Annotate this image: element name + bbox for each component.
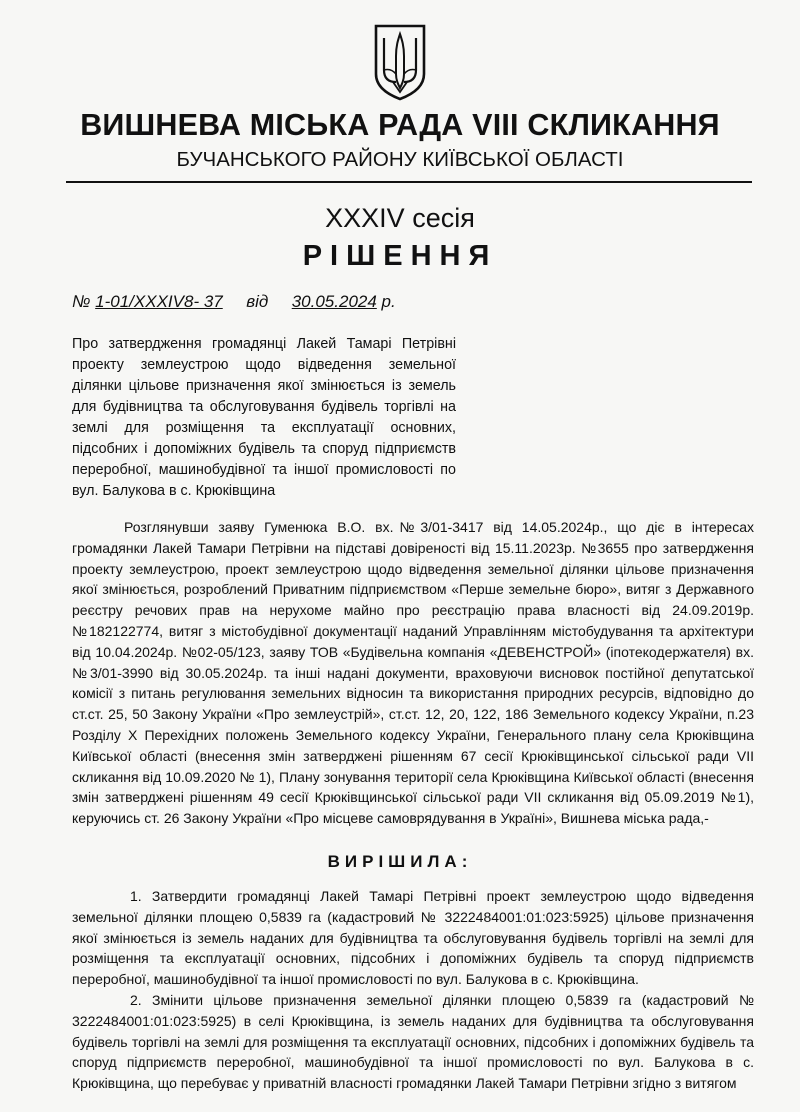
trident-emblem-icon xyxy=(371,22,429,102)
resolved-heading: ВИРІШИЛА: xyxy=(327,852,473,871)
decision-number-line xyxy=(72,292,396,312)
decision-subject: Про затвердження громадянці Лакей Тамарі Петрівні проекту землеустрою щодо відведення земельної ділянки цільове призначення якої змінюється із земель для будівництва та обслуговування будівель торгівлі на землі для розміщення та експлуатації основних, підсобних і допоміжних будівель та споруд підприємств переробної, машинобудівної та іншої промисловості по вул. Балукова в с. Крюківщина xyxy=(72,336,456,499)
decision-number: 1-01/XXXIV8- 37 xyxy=(95,292,223,311)
header-divider xyxy=(66,181,752,183)
date-label: від xyxy=(246,292,269,311)
session-title: XXXIV сесія xyxy=(325,203,475,233)
preamble-paragraph: Розглянувши заяву Гуменюка В.О. вх.№3/01-3417 від 14.05.2024р., що діє в інтересах громадянки Лакей Тамари Петрівни на підставі довіреності від 15.11.2023р. №3655 про затвердження проекту землеустрою, проект землеустрою щодо відведення земельної ділянки цільове призначення якої змінюється, розроблений Приватним підприємством «Перше земельне бюро», витяг з Державного реєстру речових прав на нерухоме майно про реєстрацію права власності від 24.09.2019р. №182122774, витяг з містобудівної документації наданий Управлінням містобудування та архітектури від 10.04.2024р. №02-05/123, заяву ТОВ «Будівельна компанія «ДЕВЕНСТРОЙ» (іпотекодержателя) вх.№3/01-3990 від 30.05.2024р. та інші надані документи, враховуючи висновок постійної депутатської комісії з питань регулювання земельних відносин та використання природних ресурсів, відповідно до ст.ст. 25, 50 Закону України «Про землеустрій», ст.ст. 12, 20, 122, 186 Земельного кодексу України, п.23 Розділу X Перехідних положень Земельного кодексу України, Генерального плану села Крюківщина Київської області (внесення змін затверджені рішенням 67 сесії Крюківщинської сільської ради VII скликання від 10.09.2020 № 1), Плану зонування території села Крюківщина Київської області (внесення змін затверджені рішенням 49 сесії Крюківщинської сільської ради VII скликання від 05.09.2019 №1), керуючись ст. 26 Закону України «Про місцеве самоврядування в Україні», Вишнева міська рада,- xyxy=(72,519,754,827)
date-suffix: р. xyxy=(381,292,396,311)
resolution-item: 1. Затвердити громадянці Лакей Тамарі Петрівні проект землеустрою щодо відведення земельної ділянки площею 0,5839 га (кадастровий № 3222484001:01:023:5925) цільове призначення якої змінюється із земель наданих для будівництва та обслуговування будівель торгівлі на землі для розміщення та експлуатації основних, підсобних і допоміжних будівель та споруд підприємств переробної, машинобудівної та іншої промисловості по вул. Балукова в с. Крюківщина. xyxy=(72,888,754,988)
decision-date: 30.05.2024 xyxy=(291,292,377,311)
district-line: БУЧАНСЬКОГО РАЙОНУ КИЇВСЬКОЇ ОБЛАСТІ xyxy=(176,148,624,171)
council-name: ВИШНЕВА МІСЬКА РАДА VIII СКЛИКАННЯ xyxy=(80,108,720,142)
number-label: № xyxy=(72,292,91,311)
resolution-item: 2. Змінити цільове призначення земельної ділянки площею 0,5839 га (кадастровий № 3222484001:01:023:5925) в селі Крюківщина, із земель наданих для будівництва та обслуговування будівель торгівлі на землі для розміщення та експлуатації основних, підсобних і допоміжних будівель та споруд підприємств переробної, машинобудівної та іншої промисловості по вул. Балукова в с. Крюківщина, що перебуває у приватній власності громадянки Лакей Тамари Петрівни згідно з витягом xyxy=(72,992,754,1092)
document-type-title: РІШЕННЯ xyxy=(302,240,498,272)
